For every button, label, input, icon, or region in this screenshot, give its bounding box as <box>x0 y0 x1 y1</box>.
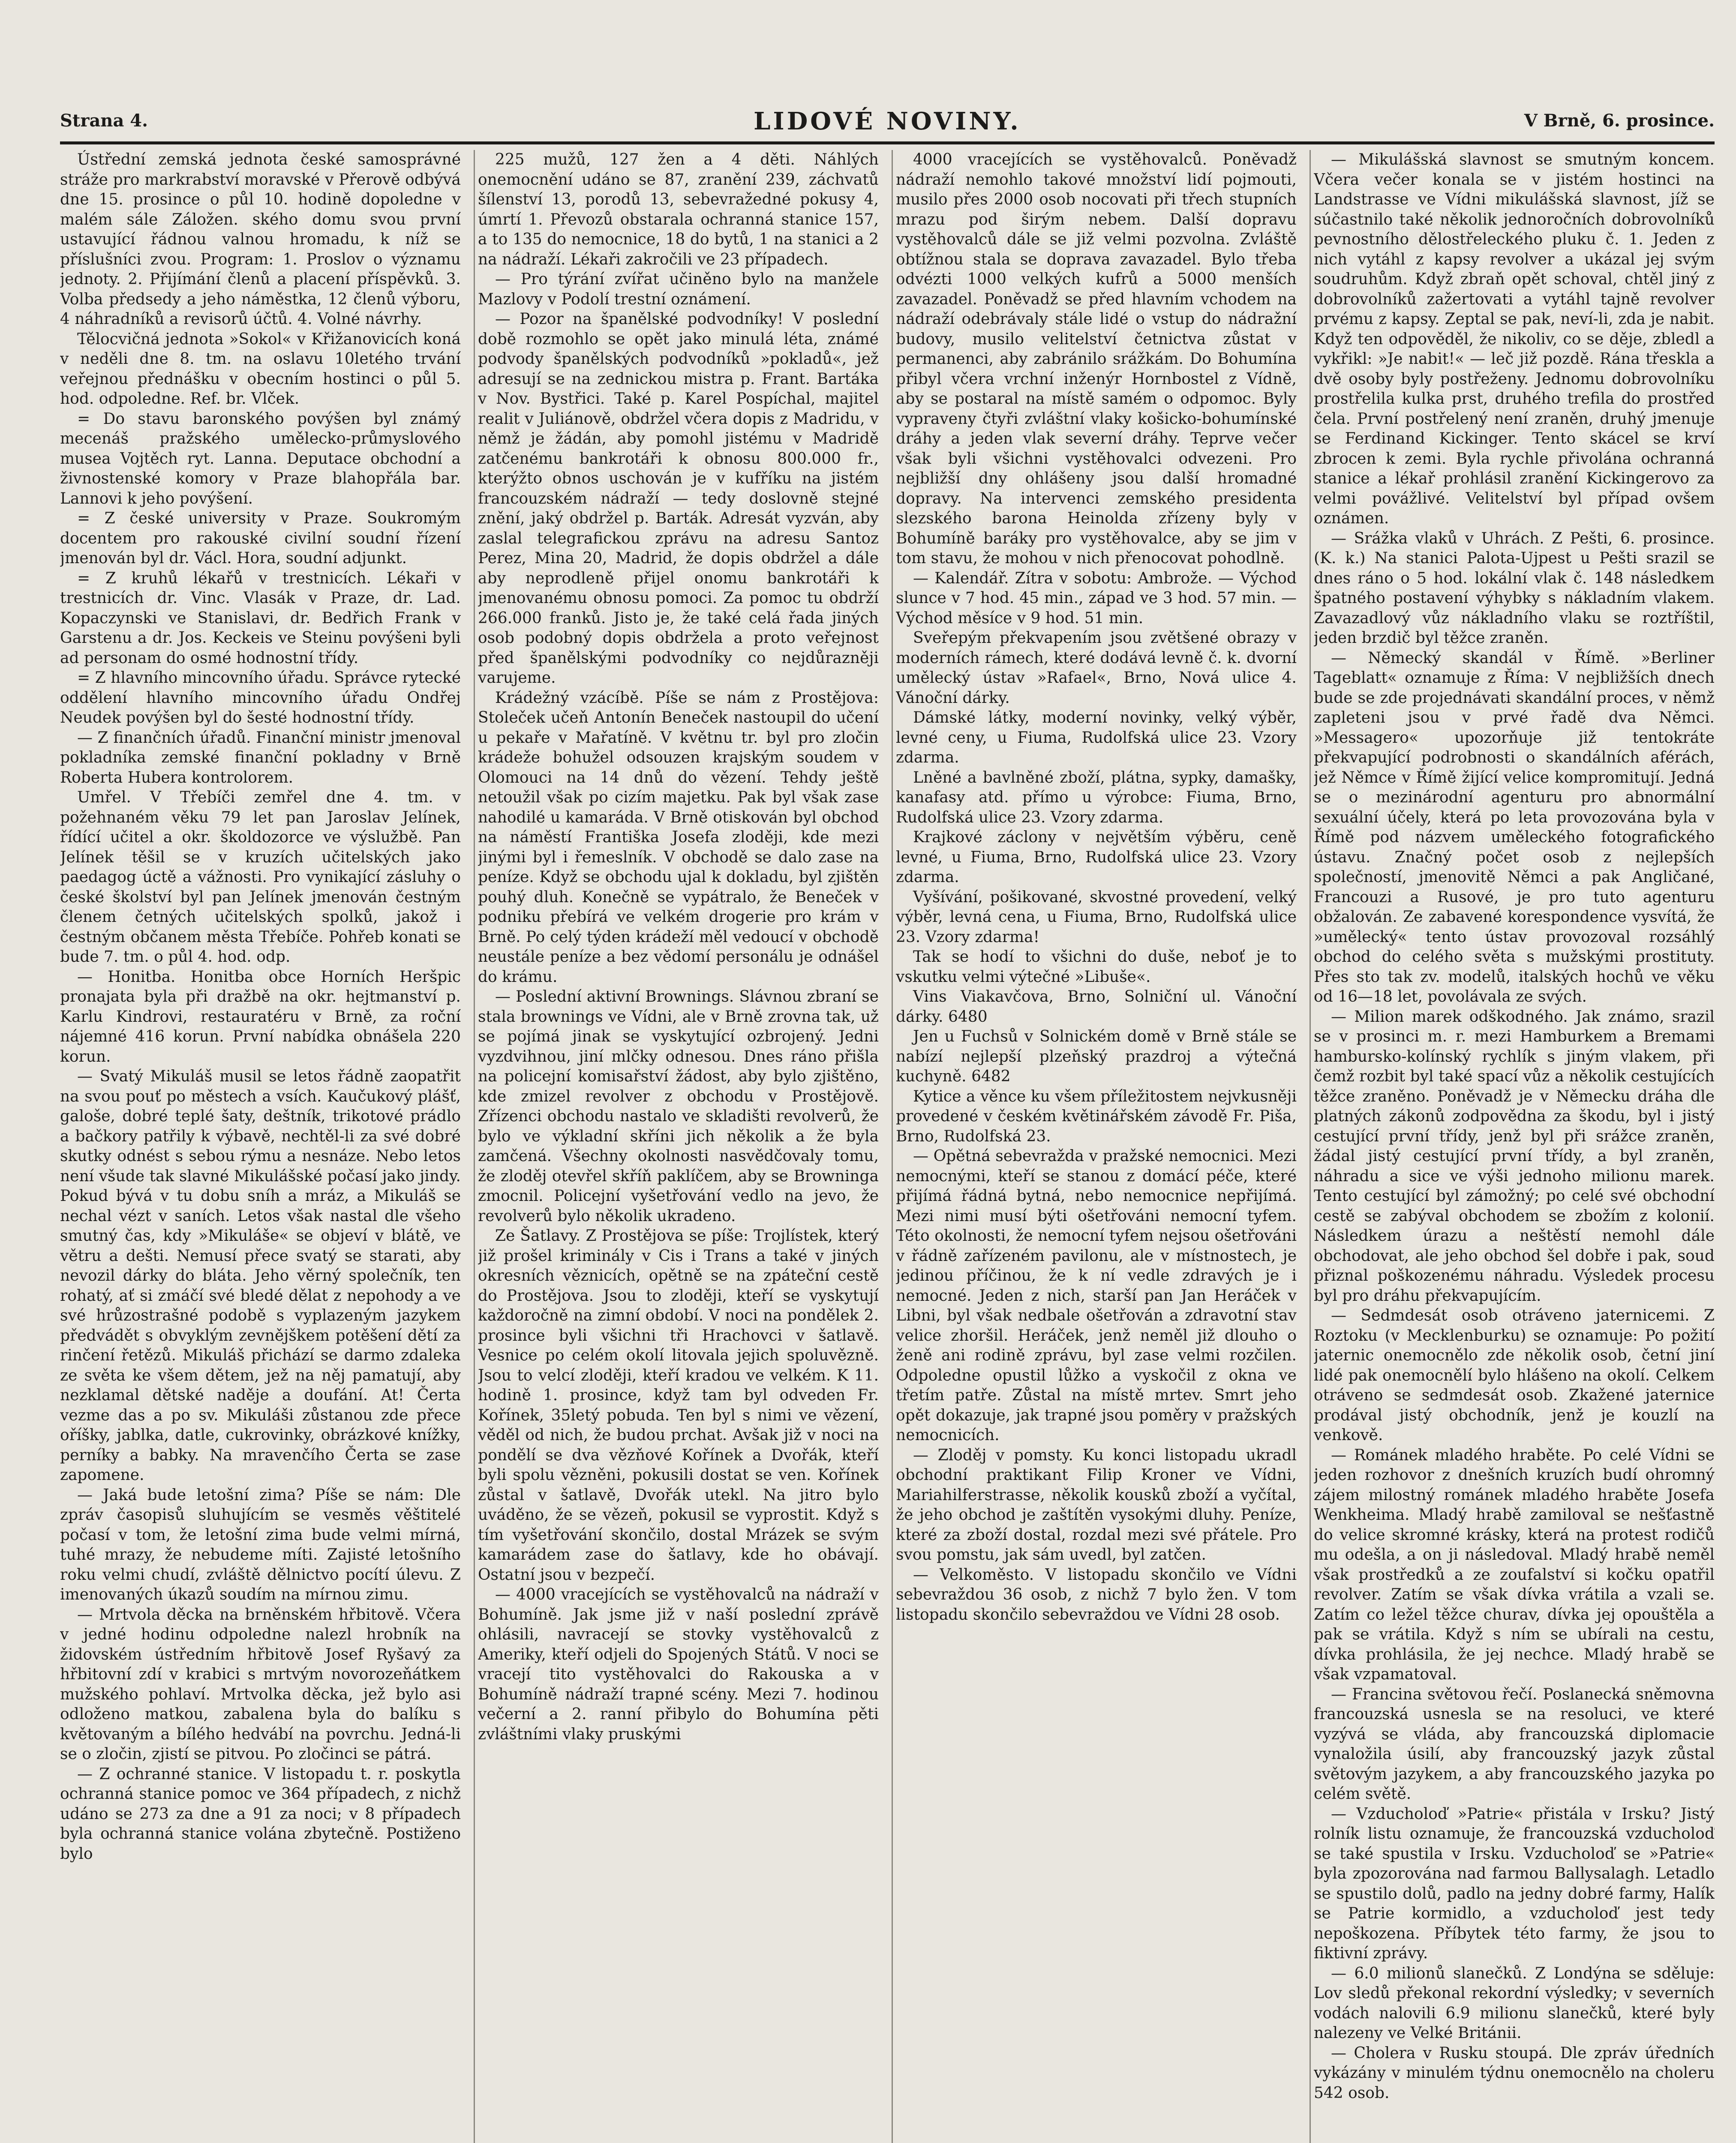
article-paragraph: — Mrtvola děcka na brněnském hřbitově. Včera v jedné hodinu odpoledne nalezl hrobník na židovském ústředním hřbitově Josef Ryšavý za hřbitovní zdí v krabici s mrtvým novorozeňátkem mužského pohlaví. Mrtvolka děcka, jež bylo asi odloženo matkou, zabalena byla do balíku s květovaným a bílého hedvábí na povrchu. Jedná-li se o zločin, zjistí se pitvou. Po zločinci se pátrá. <box>60 1606 461 1763</box>
article-paragraph: Kytice a věnce ku všem příležitostem nejvkusněji provedené v českém květinářském závodě Fr. Piša, Brno, Rudolfská 23. <box>896 1087 1297 1145</box>
column-3 <box>896 150 1297 2143</box>
article-paragraph: — Honitba. Honitba obce Horních Heršpic pronajata byla při dražbě na okr. hejtmanství p. Karlu Kindrovi, restauratéru v Brně, za roční nájemné 416 korun. První nabídka obnášela 220 korun. <box>60 968 461 1065</box>
article-paragraph: = Z hlavního mincovního úřadu. Správce rytecké oddělení hlavního mincovního úřadu Ondřej Neudek povýšen byl do šesté hodnostní třídy. <box>60 669 461 726</box>
article-paragraph: — Jaká bude letošní zima? Píše se nám: Dle zpráv časopisů sluhujícím se vesměs věštitelé počasí v tom, že letošní zima bude velmi mírná, tuhé mrazy, že nebudeme míti. Zajisté letošního roku velmi chudí, zvláště dělnictvo pocítí úlevu. Z imenovaných úkazů soudím na mírnou zimu. <box>60 1486 461 1603</box>
article-paragraph: — Velkoměsto. V listopadu skončilo ve Vídni sebevraždou 36 osob, z nichž 7 bylo žen. V tom listopadu skončilo sebevraždou ve Vídni 28 osob. <box>896 1566 1297 1624</box>
article-paragraph: — Z ochranné stanice. V listopadu t. r. poskytla ochranná stanice pomoc ve 364 případech, z nichž udáno se 273 za dne a 91 za noci; v 8 případech byla ochranná stanice volána zbytečně. Postiženo bylo <box>60 1765 461 1863</box>
article-paragraph: — Poslední aktivní Brownings. Slávnou zbraní se stala brownings ve Vídni, ale v Brně zrovna tak, už se pojímá jinak se vyskytující ozbrojený. Jedni vyzdvihnou, jiní mlčky odnesou. Dnes ráno přišla na policejní komisařství žádost, aby bylo zjištěno, kde zmizel revolver z obchodu v Prostějově. Zřízenci obchodu nastalo ve skladišti revolverů, že bylo ve výkladní skříni jich několik a že byla zamčená. Všechny okolnosti nasvědčovaly tomu, že zloděj otevřel skříň paklíčem, aby se Browninga zmocnil. Policejní vyšetřování vedlo na jevo, že revolverů bylo několik ukradeno. <box>478 988 879 1225</box>
article-paragraph: Tak se hodí to všichni do duše, neboť je to vskutku velmi výtečné »Libuše«. <box>896 948 1297 986</box>
article-paragraph: Krajkové záclony v největším výběru, ceně levné, u Fiuma, Brno, Rudolfská ulice 23. Vzory zdarma. <box>896 828 1297 886</box>
column-divider <box>892 150 893 2143</box>
column-2 <box>478 150 879 2143</box>
article-paragraph: 225 mužů, 127 žen a 4 děti. Náhlých onemocnění udáno se 87, zranění 239, záchvatů šílenství 13, porodů 13, sebevražedné pokusy 4, úmrtí 1. Převozů obstarala ochranná stanice 157, a to 135 do nemocnice, 18 do bytů, 1 na stanici a 2 na nádraží. Lékaři zakročili ve 23 případech. <box>478 151 879 268</box>
article-paragraph: — Svatý Mikuláš musil se letos řádně zaopatřit na svou pouť po městech a vsích. Kaučukový plášť, galoše, dobré teplé šaty, deštník, trikotové prádlo a bačkory patřily k výbavě, nechtěl-li za své dobré skutky odnést s sebou rýmu a nesnáze. Nebo letos není všude tak slavné Mikulášské počasí jako jindy. Pokud bývá v tu dobu sníh a mráz, a Mikuláš se nechal vézt v saních. Letos však nastal dle všeho smutný čas, kdy »Mikuláše« se objeví v blátě, ve větru a dešti. Nemusí přece svatý se starati, aby nevozil dárky do bláta. Jeho věrný společník, ten rohatý, ať si zmáčí své bledé dělat z nepohody a ve své hrůzostrašné podobě s vyplazeným jazykem předvádět s obvyklým zevnějškem potěšení dětí za rinčení řetězů. Mikuláš přichází se darmo zdaleka ze světa ke všem dětem, jež na něj pamatují, aby nezklamal dětské naděje a doufání. At! Čerta vezme das a po sv. Mikuláši zůstanou zde přece oříšky, jablka, datle, cukrovinky, obrázkové knížky, perníky a babky. Na mravenčího Čerta se zase zapomene. <box>60 1068 461 1484</box>
article-paragraph: — Srážka vlaků v Uhrách. Z Pešti, 6. prosince. (K. k.) Na stanici Palota-Ujpest u Pešti srazil se dnes ráno o 5 hod. lokální vlak č. 148 následkem špatného postavení výhybky s nákladním vlakem. Zavazadlový vůz nákladního vlaku se roztříštil, jeden brzdič byl těžce zraněn. <box>1314 529 1715 647</box>
article-paragraph: Tělocvičná jednota »Sokol« v Křižanovicích koná v neděli dne 8. tm. na oslavu 10letého trvání veřejnou přednášku v obecním hostinci o půl 5. hod. odpoledne. Ref. br. Vlček. <box>60 330 461 408</box>
article-paragraph: Ze Šatlavy. Z Prostějova se píše: Trojlístek, který již prošel kriminály v Cis i Trans a také v jiných okresních věznicích, opětně se na zpáteční cestě do Prostějova. Jsou to zloději, kteří se vyskytují každoročně na zimní období. V noci na pondělek 2. prosince byli všichni tři Hrachovci v šatlavě. Vesnice po celém okolí litovala jejich spoluvězně. Jsou to velcí zloději, kteří kradou ve velkém. K 11. hodině 1. prosince, když tam byl odveden Fr. Kořínek, 35letý pobuda. Ten byl s nimi ve vězení, věděl od nich, že budou prchat. Avšak již v noci na pondělí se dva vězňové Kořínek a Dvořák, kteří byli spolu vězněni, pokusili dostat se ven. Kořínek zůstal v šatlavě, Dvořák utekl. Na jitro bylo uváděno, že se vězeň, pokusil se vyprostit. Když s tím vyšetřování skončilo, dostal Mrázek se svým kamarádem zase do šatlavy, kde ho obávají. Ostatní jsou v bezpečí. <box>478 1227 879 1584</box>
article-paragraph: Ústřední zemská jednota české samosprávné stráže pro markrabství moravské v Přerově odbývá dne 15. prosince o půl 10. hodině dopoledne v malém sále Záložen. ského domu svou první ustavující řádnou valnou hromadu, k níž se příslušníci zvou. Program: 1. Proslov o významu jednoty. 2. Přijímání členů a placení příspěvků. 3. Volba předsedy a jeho náměstka, 12 členů výboru, 4 náhradníků a revisorů účtů. 4. Volné návrhy. <box>60 151 461 328</box>
article-paragraph: 4000 vracejících se vystěhovalců. Poněvadž nádraží nemohlo takové množství lidí pojmouti, musilo přes 2000 osob nocovati při třech stupních mrazu pod širým nebem. Další dopravu vystěhovalců dále se již velmi pozvolna. Zvláště obtížnou stala se doprava zavazadel. Bylo třeba odvézti 1000 velkých kufrů a 5000 menších zavazadel. Poněvadž se před hlavním vchodem na nádraží odebrávaly stále lidé o vstup do nádražní budovy, musilo velitelství četnictva zůstat v permanenci, aby zabránilo srážkám. Do Bohumína přibyl včera vrchní inženýr Hornbostel z Vídně, aby se postaral na místě samém o odpomoc. Byly vypraveny čtyři zvláštní vlaky košicko-bohumínské dráhy a jeden vlak severní dráhy. Teprve večer však byli všichni vystěhovalci odvezeni. Pro nejbližší dny ohlášeny jsou další hromadné dopravy. Na intervenci zemského presidenta slezského barona Heinolda zřízeny byly v Bohumíně baráky pro vystěhovalce, aby se jim v tom stavu, že mohou v nich přenocovat pohodlně. <box>896 151 1297 567</box>
article-paragraph: — Vzducholoď »Patrie« přistála v Irsku? Jistý rolník listu oznamuje, že francouzská vzducholoď se také spustila v Irsku. Vzducholoď se »Patrie« byla zpozorována nad farmou Ballysalagh. Letadlo se spustilo dolů, padlo na jedny dobré farmy, Halík se Patrie kormidlo, a vzducholoď jest tedy nepoškozena. Příbytek této farmy, že jsou to fiktivní zprávy. <box>1314 1805 1715 1962</box>
article-paragraph: — Pozor na španělské podvodníky! V poslední době rozmohlo se opět jako minulá léta, známé podvody španělských podvodníků »pokladů«, jež adresují se na zednickou mistra p. Frant. Bartáka v Nov. Bystřici. Také p. Karel Pospíchal, majitel realit v Juliánově, obdržel včera dopis z Madridu, v němž je žádán, aby pomohl jistému v Madridě zatčenému bankrotáři k obnosu 800.000 fr., kterýžto obnos uschován je v kufříku na jistém francouzském nádraží — tedy doslovně stejné znění, jaký obdržel p. Barták. Adresát vyzván, aby zaslal telegrafickou zprávu na adresu Santoz Perez, Mina 20, Madrid, že dopis obdržel a dále aby neprodleně přijel onomu bankrotáři k jmenovanému obnosu pomoci. Za pomoc tu obdrží 266.000 franků. Jisto je, že také celá řada jiných osob podobný dopis obdržela a proto veřejnost před španělskými podvodníky co nejdůrazněji varujeme. <box>478 310 879 687</box>
article-paragraph: — Milion marek odškodného. Jak známo, srazil se v prosinci m. r. mezi Hamburkem a Bremami hambursko-kolínský rychlík s jiným vlakem, při čemž rozbit byl také spací vůz a několik cestujících těžce zraněno. Poněvadž je v Německu dráha dle platných zákonů zodpovědna za škodu, byl i jistý cestující první třídy, jenž byl při srážce zraněn, žádal jistý cestující první třídy, a byl zraněn, náhradu a sice ve výši jednoho milionu marek. Tento cestující byl zámožný; po celé své obchodní cestě se zabýval obchodem se zbožím z kolonií. Následkem úrazu a neštěstí nemohl dále obchodovat, ale jeho obchod šel dobře i pak, soud přiznal poškozenému náhradu. Výsledek procesu byl pro dráhu překvapujícím. <box>1314 1008 1715 1305</box>
article-paragraph: Jen u Fuchsů v Solnickém domě v Brně stále se nabízí nejlepší plzeňský prazdroj a výtečná kuchyně. 6482 <box>896 1028 1297 1085</box>
article-paragraph: — Mikulášská slavnost se smutným koncem. Včera večer konala se v jistém hostinci na Landstrasse ve Vídni mikulášská slavnost, jíž se súčastnilo také několik jednoročních dobrovolníků pevnostního dělostřeleckého pluku č. 1. Jeden z nich vytáhl z kapsy revolver a ukázal jej svým soudruhům. Když zbraň opět schoval, chtěl jiný z dobrovolníků zažertovati a vytáhl tajně revolver prvému z kapsy. Zeptal se pak, neví-li, zda je nabit. Když ten odpověděl, že nikoliv, co se děje, zbledl a vykřikl: »Je nabit!« — leč již pozdě. Rána třeskla a dvě osoby byly postřeženy. Jednomu dobrovolníku prostřelila kulka prst, druhého trefila do prostřed čela. První postřelený není zraněn, druhý jmenuje se Ferdinand Kickinger. Tento skácel se krví zbrocen k zemi. Byla rychle přivolána ochranná stanice a lékař prohlásil zranění Kickingerovo za velmi povážlivé. Velitelství byl případ ovšem oznámen. <box>1314 151 1715 527</box>
page-number: Strana 4. <box>60 111 148 131</box>
article-paragraph: — Sedmdesát osob otráveno jaternicemi. Z Roztoku (v Mecklenburku) se oznamuje: Po požití jaternic onemocnělo zde několik osob, četní jiní lidé pak onemocnělí bylo hlášeno na okolí. Celkem otráveno se sedmdesát osob. Zkažené jaternice prodával jistý obchodník, jenž je kouzlí na venkově. <box>1314 1307 1715 1444</box>
article-paragraph: — Pro týrání zvířat učiněno bylo na manžele Mazlovy v Podolí trestní oznámení. <box>478 270 879 308</box>
article-paragraph: — Z finančních úřadů. Finanční ministr jmenoval pokladníka zemské finanční pokladny v Brně Roberta Hubera kontrolorem. <box>60 729 461 786</box>
article-paragraph: — Francina světovou řečí. Poslanecká sněmovna francouzská usnesla se na resoluci, ve které vyzývá se vláda, aby francouzská diplomacie vynaložila úsilí, aby francouzský jazyk zůstal světovým jazykem, a aby francouzského jazyka po celém světě. <box>1314 1685 1715 1803</box>
article-paragraph: = Do stavu baronského povýšen byl známý mecenáš pražského umělecko-průmyslového musea Vojtěch ryt. Lanna. Deputace obchodní a živnostenské komory v Praze blahopřála bar. Lannovi k jeho povýšení. <box>60 410 461 507</box>
article-paragraph: — Románek mladého hraběte. Po celé Vídni se jeden rozhovor z dnešních kruzích budí ohromný zájem milostný románek mladého hraběte Josefa Wenkheima. Mladý hrabě zamiloval se nešťastně do velice skromné krásky, která na protest rodičů mu odešla, a on ji následoval. Mladý hrabě neměl však prostředků a ze zoufalství si kočku opatřil revolver. Zatím se však dívka vrátila a vzali se. Zatím co ležel těžce churav, dívka jej opouštěla a pak se vrátila. Když s ním se ubírali na cestu, dívka prohlásila, že jej nechce. Mladý hrabě se však vzpamatoval. <box>1314 1446 1715 1683</box>
article-paragraph: — Opětná sebevražda v pražské nemocnici. Mezi nemocnými, kteří se stanou z domácí péče, které přijímá řádná bytná, nebo nemocnice nepřijímá. Mezi nimi musí býti ošetřováni nemocní tyfem. Této okolnosti, že nemocní tyfem nejsou ošetřováni v řádně zařízeném pavilonu, ale v místnostech, je jedinou příčinou, že k ní vedle zdravých je i nemocné. Jeden z nich, starší pan Jan Heráček v Libni, byl však nedbale ošetřován a zdravotní stav velice zhoršil. Heráček, jenž neměl již dlouho o ženě ani rodině zprávu, byl zase velmi rozčilen. Odpoledne opustil lůžko a vyskočil z okna ve třetím patře. Zůstal na místě mrtev. Smrt jeho opět dokazuje, jak trapné jsou poměry v pražských nemocnicích. <box>896 1147 1297 1444</box>
page-header <box>60 107 1715 137</box>
article-paragraph: — Kalendář. Zítra v sobotu: Ambrože. — Východ slunce v 7 hod. 45 min., západ ve 3 hod. 57 min. — Východ měsíce v 9 hod. 51 min. <box>896 569 1297 627</box>
article-paragraph: Krádežný vzácíbě. Píše se nám z Prostějova: Stoleček učeň Antonín Beneček nastoupil do učení u pekaře v Mařatíně. V květnu tr. byl pro zločin krádeže bohužel odsouzen krajským soudem v Olomouci na 14 dnů do vězení. Tehdy ještě netoužil však po cizím majetku. Pak byl však zase nahodilé u kamaráda. V Brně otiskován byl obchod na náměstí Františka Josefa zloději, kde mezi jinými byl i řemeslník. V obchodě se dalo zase na peníze. Když se obchodu ujal k dokladu, byl zjištěn pouhý dluh. Konečně se vypátralo, že Beneček v podniku přebírá ve velkém drogerie pro krám v Brně. Po celý týden krádeží měl vedoucí v obchodě neustále peníze a bez vědomí personálu je odnášel do krámu. <box>478 689 879 986</box>
article-paragraph: Umřel. V Třebíči zemřel dne 4. tm. v požehnaném věku 79 let pan Jaroslav Jelínek, řídící učitel a okr. školdozorce ve výslužbě. Pan Jelínek těšil se v kruzích učitelských jako paedagog úctě a vážnosti. Pro vynikající zásluhy o české školství byl pan Jelínek jmenován čestným členem četných učitelských spolků, jakož i čestným občanem města Třebíče. Pohřeb konati se bude 7. tm. o půl 4. hod. odp. <box>60 789 461 966</box>
article-paragraph: = Z kruhů lékařů v trestnicích. Lékaři v trestnicích dr. Vinc. Vlasák v Praze, dr. Lad. Kopaczynski ve Stanislavi, dr. Bedřich Frank v Garstenu a dr. Jos. Keckeis ve Steinu povýšeni byli ad personam do osmé hodnostní třídy. <box>60 569 461 667</box>
header-rule <box>60 141 1715 144</box>
article-paragraph: = Z české university v Praze. Soukromým docentem pro rakouské civilní soudní řízení jmenován byl dr. Václ. Hora, soudní adjunkt. <box>60 510 461 567</box>
article-paragraph: Vins Viakavčova, Brno, Solniční ul. Vánoční dárky. 6480 <box>896 988 1297 1026</box>
article-paragraph: — 4000 vracejících se vystěhovalců na nádraží v Bohumíně. Jak jsme již v naší poslední zprávě ohlásili, navracejí se stovky vystěhovalců z Ameriky, kteří odjeli do Spojených Států. V noci se vracejí tito vystěhovalci do Rakouska a v Bohumíně nádraží trapné scény. Mezi 7. hodinou večerní a 2. ranní přibylo do Bohumína pěti zvláštními vlaky pruskými <box>478 1586 879 1743</box>
article-paragraph: Sveřepým překvapením jsou zvětšené obrazy v moderních rámech, které dodává levně č. k. dvorní umělecký ústav »Rafael«, Brno, Nová ulice 4. Vánoční dárky. <box>896 629 1297 707</box>
article-paragraph: Dámské látky, moderní novinky, velký výběr, levné ceny, u Fiuma, Rudolfská ulice 23. Vzory zdarma. <box>896 709 1297 766</box>
article-paragraph: Lněné a bavlněné zboží, plátna, sypky, damašky, kanafasy atd. přímo u výrobce: Fiuma, Brno, Rudolfská ulice 23. Vzory zdarma. <box>896 768 1297 826</box>
column-1 <box>60 150 461 2143</box>
column-divider <box>474 150 475 2143</box>
column-4 <box>1314 150 1715 2143</box>
article-paragraph: — Německý skandál v Římě. »Berliner Tageblatt« oznamuje z Říma: V nejbližších dnech bude se zde projednávati skandální proces, v němž zapleteni jsou v prvé řadě dva Němci. »Messagero« upozorňuje již tentokráte překvapující podrobnosti o skandálních aférách, jež Němce v Římě žijící velice kompromitují. Jedná se o mezinárodní agenturu pro abnormální sexuální účely, která po leta provozována byla v Římě pod názvem uměleckého fotografického ústavu. Značný počet osob z nejlepších společností, jmenovitě Němci a pak Angličané, Francouzi a Rusové, je pro tuto agenturu obžalován. Ze zabavené korespondence vysvítá, že »umělecký« tento ústav provozoval rozsáhlý obchod do celého světa s mužskými prostituty. Přes sto tak zv. modelů, italských hochů ve věku od 16—18 let, povolávala ze svých. <box>1314 649 1715 1005</box>
article-paragraph: Vyšívání, pošikované, skvostné provedení, velký výběr, levná cena, u Fiuma, Brno, Rudolfská ulice 23. Vzory zdarma! <box>896 888 1297 946</box>
article-paragraph: — Zloděj v pomsty. Ku konci listopadu ukradl obchodní praktikant Filip Kroner ve Vídni, Mariahilferstrasse, několik kousků zboží a vyčítal, že jeho obchod je zaštítěn vysokými dluhy. Peníze, které za zboží dostal, rozdal mezi své přátele. Pro svou pomstu, jak sám uvedl, byl zatčen. <box>896 1446 1297 1564</box>
article-paragraph: — 6.0 milionů slanečků. Z Londýna se sděluje: Lov sledů překonal rekordní výsledky; v severních vodách nalovili 6.9 milionu slanečků, které byly nalezeny ve Velké Británii. <box>1314 1964 1715 2042</box>
newspaper-title: LIDOVÉ NOVINY. <box>754 107 1021 135</box>
issue-date: V Brně, 6. prosince. <box>1524 111 1715 131</box>
column-divider <box>1310 150 1311 2143</box>
article-paragraph: — Cholera v Rusku stoupá. Dle zpráv úředních vykázány v minulém týdnu onemocnělo na choleru 542 osob. <box>1314 2044 1715 2102</box>
